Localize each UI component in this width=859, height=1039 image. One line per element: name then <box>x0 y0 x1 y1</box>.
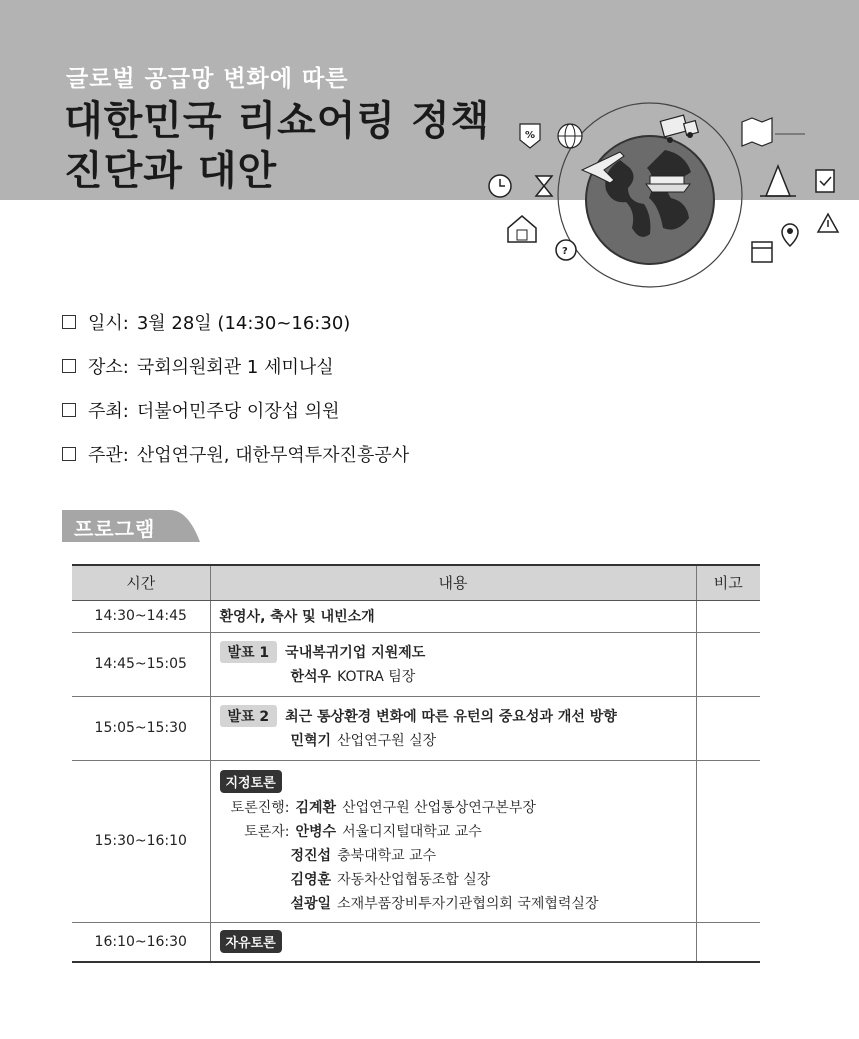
info-value: 국회의원회관 1 세미나실 <box>136 357 334 378</box>
welcome-text: 환영사, 축사 및 내빈소개 <box>219 609 375 625</box>
event-title <box>64 96 490 196</box>
checkbox-bullet-icon <box>62 315 76 329</box>
info-label: 주관: <box>88 445 129 466</box>
info-label: 일시: <box>88 313 129 334</box>
row-note <box>696 696 760 760</box>
row-content <box>210 760 696 922</box>
presentation-tag: 발표 1 <box>220 641 278 663</box>
presentation-topic: 국내복귀기업 지원제도 <box>285 645 426 661</box>
row-note <box>696 632 760 696</box>
presenter-affil: KOTRA 팀장 <box>337 669 416 685</box>
supply-chain-illustration <box>470 100 855 290</box>
title-line-2: 진단과 대안 <box>64 148 278 194</box>
location-pin-icon <box>782 224 798 246</box>
info-organizer <box>62 432 409 476</box>
table-row <box>72 922 760 962</box>
header-note: 비고 <box>696 565 760 600</box>
row-content <box>210 922 696 962</box>
row-note <box>696 600 760 632</box>
svg-text:%: % <box>525 130 536 141</box>
info-host <box>62 388 409 432</box>
row-content <box>210 600 696 632</box>
presentation-tag: 발표 2 <box>220 705 278 727</box>
presentation-topic: 최근 통상환경 변화에 따른 유턴의 중요성과 개선 방향 <box>285 709 617 725</box>
header-content: 내용 <box>210 565 696 600</box>
info-venue <box>62 344 409 388</box>
svg-text:?: ? <box>562 246 568 257</box>
info-datetime <box>62 300 409 344</box>
warning-icon <box>818 214 838 232</box>
moderator-name: 김계환 <box>295 800 337 816</box>
percent-icon <box>520 124 540 148</box>
info-label: 주최: <box>88 401 129 422</box>
panelist-name: 정진섭 <box>290 848 332 864</box>
panelist-affil: 소재부품장비투자기관협의회 국제협력실장 <box>337 896 599 912</box>
clock-icon <box>489 175 511 197</box>
table-row <box>72 600 760 632</box>
panelist-affil: 충북대학교 교수 <box>337 848 437 864</box>
info-value: 산업연구원, 대한무역투자진흥공사 <box>136 445 410 466</box>
program-table <box>72 564 760 963</box>
checkbox-bullet-icon <box>62 359 76 373</box>
map-icon <box>742 118 805 146</box>
web-globe-icon <box>558 124 582 148</box>
checklist-icon <box>816 170 834 192</box>
house-icon <box>508 216 536 242</box>
moderator-affil: 산업연구원 산업통상연구본부장 <box>342 800 536 816</box>
program-section-tab <box>62 510 200 542</box>
row-time: 14:30~14:45 <box>72 600 210 632</box>
checkbox-bullet-icon <box>62 403 76 417</box>
globe-icon <box>586 136 714 264</box>
table-row <box>72 760 760 922</box>
event-subtitle: 글로벌 공급망 변화에 따른 <box>66 66 349 92</box>
row-time: 14:45~15:05 <box>72 632 210 696</box>
panelist-affil: 서울디지털대학교 교수 <box>342 824 482 840</box>
row-note <box>696 922 760 962</box>
hourglass-icon <box>536 176 552 196</box>
table-header-row <box>72 565 760 600</box>
panelist-name: 안병수 <box>295 824 337 840</box>
factory-icon <box>760 166 796 196</box>
presenter-name: 한석우 <box>290 669 332 685</box>
support-icon <box>556 240 576 260</box>
moderator-label: 토론진행: <box>230 800 290 816</box>
calendar-icon <box>752 242 772 262</box>
row-content <box>210 696 696 760</box>
row-note <box>696 760 760 922</box>
free-discussion-tag: 자유토론 <box>220 930 282 953</box>
info-label: 장소: <box>88 357 129 378</box>
discussion-tag: 지정토론 <box>220 770 282 793</box>
panelist-affil: 자동차산업협동조합 실장 <box>337 872 491 888</box>
info-value: 3월 28일 (14:30~16:30) <box>136 313 351 334</box>
row-time: 16:10~16:30 <box>72 922 210 962</box>
panelist-name: 김영훈 <box>290 872 332 888</box>
panelist-name: 설광일 <box>290 896 332 912</box>
info-value: 더불어민주당 이장섭 의원 <box>136 401 340 422</box>
title-line-1: 대한민국 리쇼어링 정책 <box>64 98 491 144</box>
section-title: 프로그램 <box>74 517 156 541</box>
presenter-name: 민혁기 <box>290 733 332 749</box>
table-row <box>72 696 760 760</box>
checkbox-bullet-icon <box>62 447 76 461</box>
ship-icon <box>646 176 690 192</box>
panel-label: 토론자: <box>244 824 290 840</box>
event-info <box>62 300 409 476</box>
presenter-affil: 산업연구원 실장 <box>337 733 437 749</box>
table-row <box>72 632 760 696</box>
row-content <box>210 632 696 696</box>
row-time: 15:30~16:10 <box>72 760 210 922</box>
header-time: 시간 <box>72 565 210 600</box>
row-time: 15:05~15:30 <box>72 696 210 760</box>
